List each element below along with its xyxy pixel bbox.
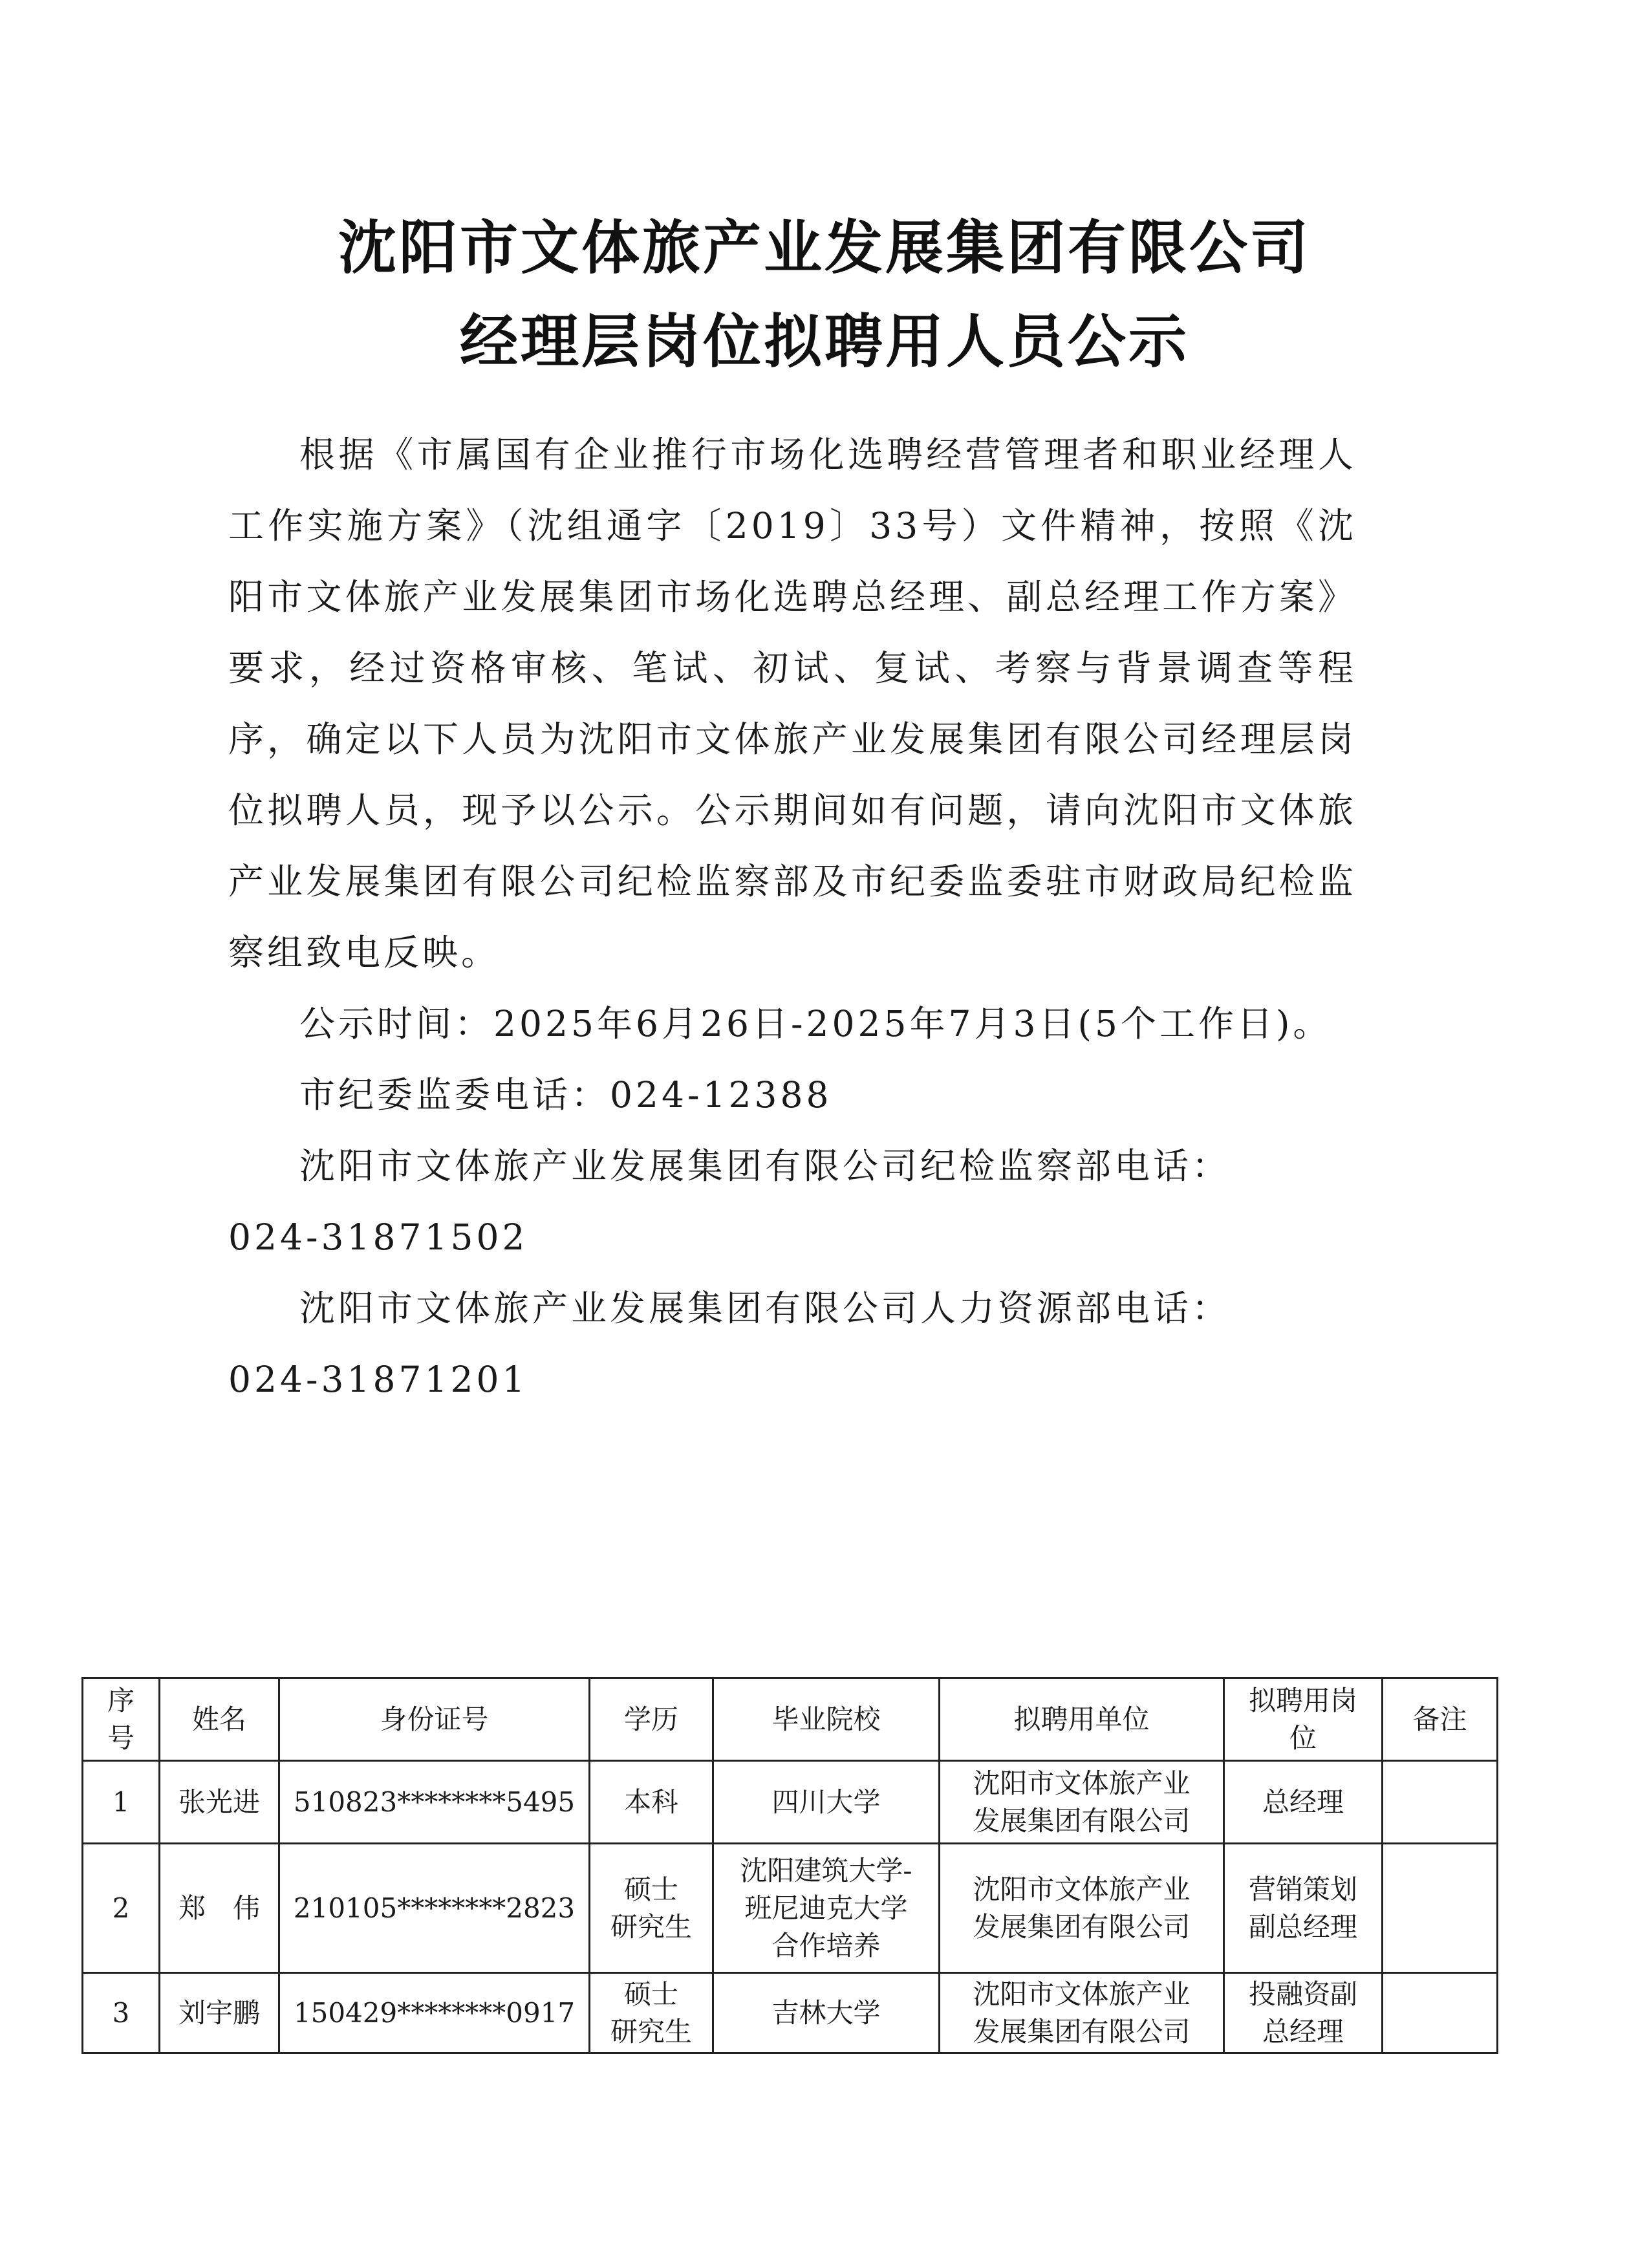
- cell-name: 刘宇鹏: [160, 1973, 279, 2053]
- cell-unit: 沈阳市文体旅产业 发展集团有限公司: [940, 1844, 1224, 1973]
- header-school: 毕业院校: [713, 1678, 940, 1761]
- cell-unit: 沈阳市文体旅产业 发展集团有限公司: [940, 1761, 1224, 1844]
- cell-school: 沈阳建筑大学- 班尼迪克大学 合作培养: [713, 1844, 940, 1973]
- cell-id: 210105********2823: [279, 1844, 590, 1973]
- header-note: 备注: [1383, 1678, 1498, 1761]
- cell-note: [1383, 1844, 1498, 1973]
- document-title-line2: 经理层岗位拟聘用人员公示: [460, 308, 1189, 376]
- cell-seq: 1: [83, 1761, 160, 1844]
- cell-seq: 2: [83, 1844, 160, 1973]
- inspection-phone-label: 沈阳市文体旅产业发展集团有限公司纪检监察部电话：: [299, 1145, 1231, 1187]
- header-position: 拟聘用岗 位: [1224, 1678, 1383, 1761]
- cell-seq: 3: [83, 1973, 160, 2053]
- cell-id: 150429********0917: [279, 1973, 590, 2053]
- document-title-line1: 沈阳市文体旅产业发展集团有限公司: [338, 214, 1311, 282]
- header-name: 姓名: [160, 1678, 279, 1761]
- candidate-table: [81, 1677, 1498, 2054]
- cell-education: 本科: [590, 1761, 713, 1844]
- header-id: 身份证号: [279, 1678, 590, 1761]
- cell-position: 营销策划 副总经理: [1224, 1844, 1383, 1973]
- publicity-period: 公示时间：2025年6月26日-2025年7月3日(5个工作日)。: [299, 1003, 1332, 1044]
- header-education: 学历: [590, 1678, 713, 1761]
- cell-unit: 沈阳市文体旅产业 发展集团有限公司: [940, 1973, 1224, 2053]
- announcement-body: [228, 419, 1357, 1415]
- cell-education: 硕士 研究生: [590, 1973, 713, 2053]
- cell-education: 硕士 研究生: [590, 1844, 713, 1973]
- cell-note: [1383, 1761, 1498, 1844]
- commission-phone: 市纪委监委电话：024-12388: [299, 1074, 832, 1116]
- table-header-row: [83, 1678, 1498, 1761]
- cell-school: 四川大学: [713, 1761, 940, 1844]
- cell-id: 510823********5495: [279, 1761, 590, 1844]
- hr-phone-number: 024-31871201: [228, 1359, 528, 1400]
- table-row: [83, 1844, 1498, 1973]
- cell-name: 张光进: [160, 1761, 279, 1844]
- inspection-phone-number: 024-31871502: [228, 1216, 528, 1258]
- hr-phone-label: 沈阳市文体旅产业发展集团有限公司人力资源部电话：: [299, 1288, 1231, 1329]
- table-row: [83, 1973, 1498, 2053]
- header-seq: 序 号: [83, 1678, 160, 1761]
- header-unit: 拟聘用单位: [940, 1678, 1224, 1761]
- cell-note: [1383, 1973, 1498, 2053]
- cell-school: 吉林大学: [713, 1973, 940, 2053]
- intro-paragraph: 根据《市属国有企业推行市场化选聘经营管理者和职业经理人工作实施方案》（沈组通字〔2019〕33号）文件精神，按照《沈阳市文体旅产业发展集团市场化选聘总经理、副总经理工作方案》要求，经过资格审核、笔试、初试、复试、考察与背景调查等程序，确定以下人员为沈阳市文体旅产业发展集团有限公司经理层岗位拟聘人员，现予以公示。公示期间如有问题，请向沈阳市文体旅产业发展集团有限公司纪检监察部及市纪委监委驻市财政局纪检监察组致电反映。: [228, 434, 1357, 973]
- cell-position: 总经理: [1224, 1761, 1383, 1844]
- cell-position: 投融资副 总经理: [1224, 1973, 1383, 2053]
- cell-name: 郑 伟: [160, 1844, 279, 1973]
- table-row: [83, 1761, 1498, 1844]
